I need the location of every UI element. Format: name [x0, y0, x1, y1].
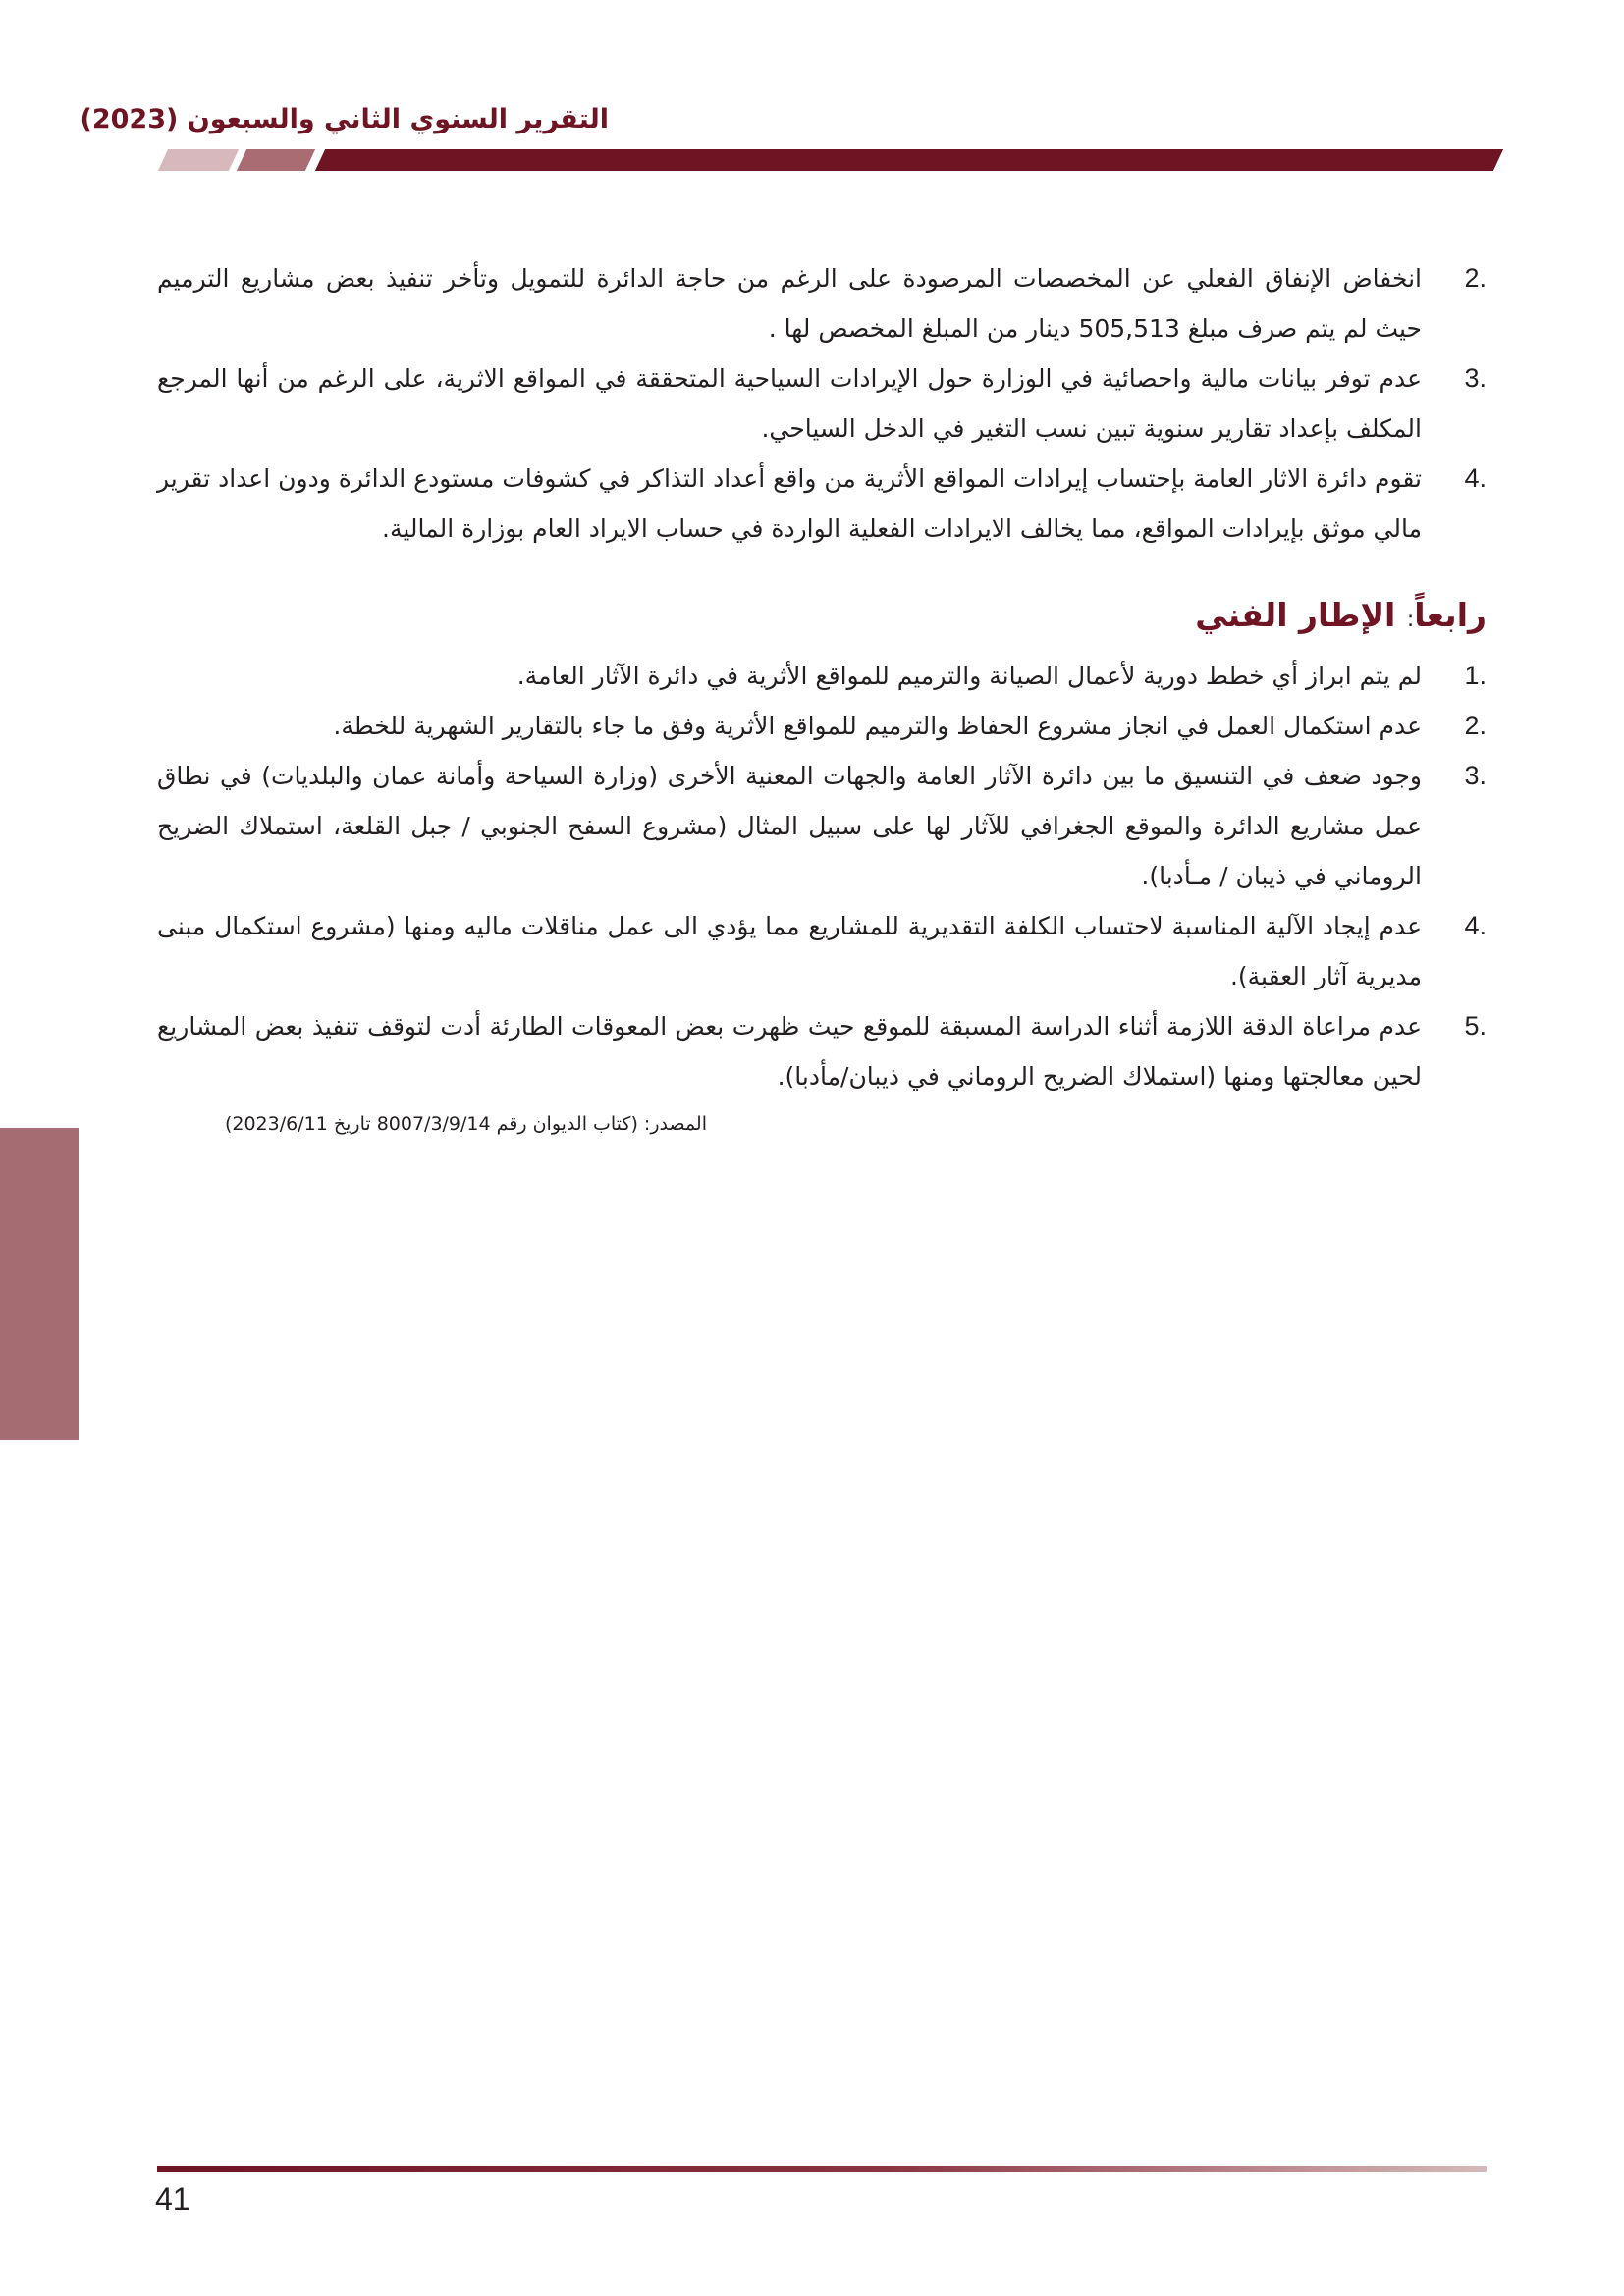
- list-item: [157, 701, 1487, 751]
- list-item-text: وجود ضعف في التنسيق ما بين دائرة الآثار العامة والجهات المعنية الأخرى (وزارة السياحة وأمانة عمان والبلديات) في نطاق عمل مشاريع الدائرة والموقع الجغرافي للآثار لها على سبيل المثال (مشروع السفح الجنوبي / جبل القلعة، استملاك الضريح الروماني في ذيبان / مـأدبا).: [157, 762, 1422, 890]
- list-item-text: لم يتم ابراز أي خطط دورية لأعمال الصيانة والترميم للمواقع الأثرية في دائرة الآثار العامة.: [516, 662, 1422, 690]
- list-item: [157, 454, 1487, 554]
- technical-framework-list: [157, 651, 1487, 1101]
- page-number: 41: [155, 2181, 190, 2216]
- list-item-text: عدم إيجاد الآلية المناسبة لاحتساب الكلفة التقديرية للمشاريع مما يؤدي الى عمل مناقلات ماليه ومنها (مشروع استكمال مبنى مديرية آثار العقبة).: [157, 912, 1422, 990]
- list-item-number: 2.: [1464, 263, 1487, 293]
- list-item-number: 1.: [1464, 661, 1487, 690]
- list-item: [157, 651, 1487, 701]
- list-item: [157, 901, 1487, 1001]
- list-item-number: 3.: [1464, 761, 1487, 790]
- list-item-text: عدم استكمال العمل في انجاز مشروع الحفاظ والترميم للمواقع الأثرية وفق ما جاء بالتقارير الشهرية للخطة.: [333, 712, 1422, 740]
- header-decorative-bar: [157, 149, 1487, 171]
- side-tab-marker: [0, 1128, 79, 1440]
- header-bar-dark-segment: [315, 149, 1503, 171]
- list-item-text: تقوم دائرة الاثار العامة بإحتساب إيرادات المواقع الأثرية من واقع أعداد التذاكر في كشوفات مستودع الدائرة ودون اعداد تقرير مالي موثق بإيرادات المواقع، مما يخالف الايرادات الفعلية الواردة في حساب الايراد العام بوزارة المالية.: [157, 464, 1422, 543]
- section-heading: [157, 591, 1487, 645]
- footer-divider: [157, 2166, 1487, 2172]
- list-item-text: انخفاض الإنفاق الفعلي عن المخصصات المرصودة على الرغم من حاجة الدائرة للتمويل وتأخر تنفيذ بعض مشاريع الترميم حيث لم يتم صرف مبلغ 505,513 دينار من المبلغ المخصص لها .: [157, 264, 1422, 343]
- list-item-number: 5.: [1464, 1011, 1487, 1041]
- list-item-number: 4.: [1464, 463, 1487, 493]
- report-title: التقرير السنوي الثاني والسبعون (2023): [80, 104, 609, 134]
- section-heading-label: رابعاً: [1414, 596, 1487, 634]
- section-heading-colon: :: [1406, 608, 1415, 632]
- list-item-number: 3.: [1464, 363, 1487, 393]
- list-item-text: عدم مراعاة الدقة اللازمة أثناء الدراسة المسبقة للموقع حيث ظهرت بعض المعوقات الطارئة أدت لتوقف تنفيذ بعض المشاريع لحين معالجتها ومنها (استملاك الضريح الروماني في ذيبان/مأدبا).: [157, 1012, 1422, 1091]
- list-item: [157, 751, 1487, 901]
- list-item-text: عدم توفر بيانات مالية واحصائية في الوزارة حول الإيرادات السياحية المتحققة في المواقع الاثرية، على الرغم من أنها المرجع المكلف بإعداد تقارير سنوية تبين نسب التغير في الدخل السياحي.: [157, 364, 1422, 443]
- header-bar-light-segment: [158, 149, 239, 171]
- page-content: [157, 253, 1487, 1101]
- list-item: [157, 1001, 1487, 1101]
- section-heading-title: الإطار الفني: [1195, 596, 1396, 634]
- source-note: المصدر: (كتاب الديوان رقم 8007/3/9/14 تاريخ 2023/6/11): [224, 1113, 707, 1135]
- list-item-number: 4.: [1464, 911, 1487, 940]
- list-item-number: 2.: [1464, 711, 1487, 740]
- list-item: [157, 353, 1487, 454]
- list-item: [157, 253, 1487, 353]
- findings-list: [157, 253, 1487, 554]
- header-bar-mid-segment: [237, 149, 315, 171]
